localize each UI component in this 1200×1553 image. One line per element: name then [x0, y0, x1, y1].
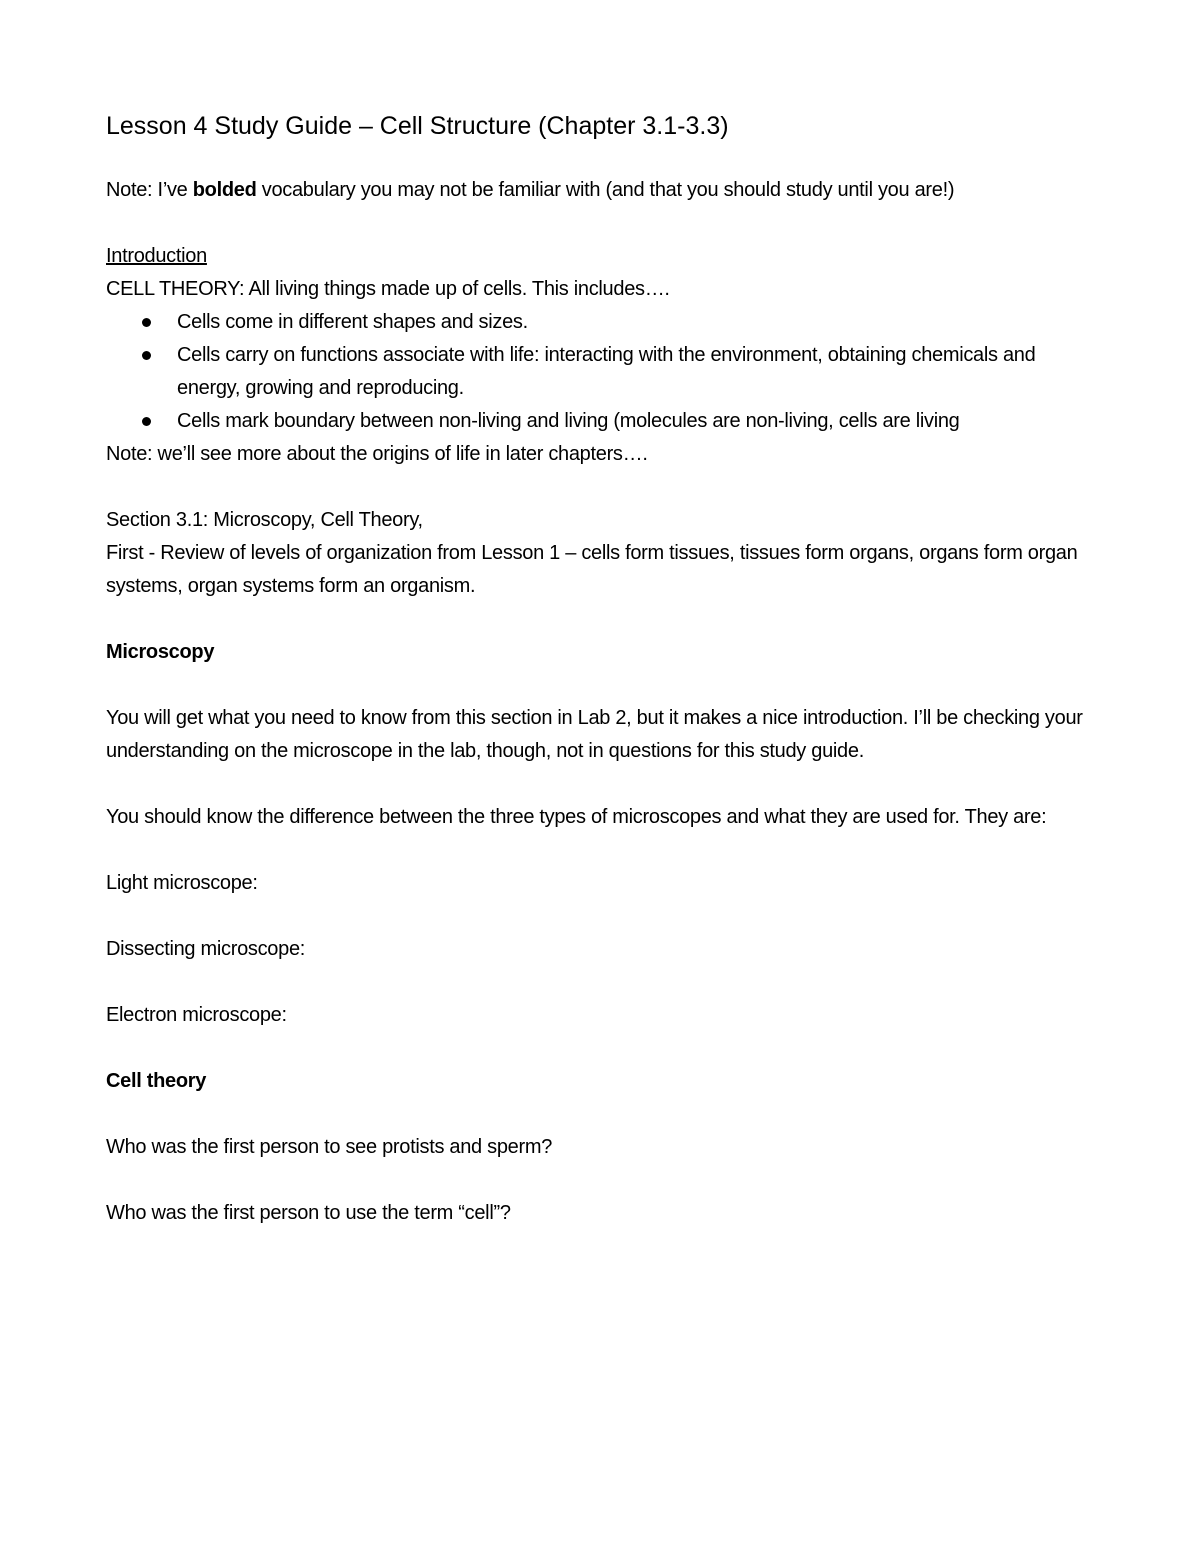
page-title: Lesson 4 Study Guide – Cell Structure (Chapter 3.1-3.3) — [106, 112, 729, 140]
cell-theory-statement: CELL THEORY: All living things made up of cells. This includes…. — [106, 278, 670, 300]
bullet-icon — [142, 318, 151, 327]
light-microscope-prompt: Light microscope: — [106, 872, 258, 894]
bold-vocab-note — [106, 174, 1086, 207]
levels-review-text: First - Review of levels of organization from Lesson 1 – cells form tissues, tissues form organs, organs form organ systems, organ systems form an organism. — [106, 542, 1078, 597]
question-protists-sperm: Who was the first person to see protists and sperm? — [106, 1136, 553, 1158]
origins-note: Note: we’ll see more about the origins of life in later chapters…. — [106, 443, 648, 465]
document-body — [106, 108, 1086, 1230]
section-3-1-heading: Section 3.1: Microscopy, Cell Theory, — [106, 509, 423, 531]
cell-theory-heading: Cell theory — [106, 1070, 207, 1092]
note-suffix: vocabulary you may not be familiar with (and that you should study until you are!) — [256, 179, 955, 201]
microscopy-intro-text: You will get what you need to know from this section in Lab 2, but it makes a nice introduction. I’ll be checking your understanding on the microscope in the lab, though, not in questions for this study guide. — [106, 707, 1083, 762]
dissecting-microscope-prompt: Dissecting microscope: — [106, 938, 306, 960]
list-item-text: Cells mark boundary between non-living and living (molecules are non-living, cells are living — [177, 410, 960, 432]
note-bold-word: bolded — [192, 179, 257, 201]
microscopy-heading: Microscopy — [106, 641, 215, 663]
introduction-heading: Introduction — [106, 245, 207, 267]
cell-theory-list — [106, 306, 1086, 438]
bullet-icon — [142, 351, 151, 360]
question-term-cell: Who was the first person to use the term “cell”? — [106, 1202, 511, 1224]
microscope-types-text: You should know the difference between the three types of microscopes and what they are used for. They are: — [106, 806, 1047, 828]
list-item — [177, 306, 1086, 339]
list-item-text: Cells carry on functions associate with life: interacting with the environment, obtaining chemicals and energy, growing and reproducing. — [177, 344, 1036, 399]
list-item-text: Cells come in different shapes and sizes. — [177, 311, 528, 333]
electron-microscope-prompt: Electron microscope: — [106, 1004, 287, 1026]
bullet-icon — [142, 417, 151, 426]
list-item — [177, 405, 1086, 438]
list-item — [177, 339, 1086, 405]
note-prefix: Note: I’ve — [106, 179, 193, 201]
